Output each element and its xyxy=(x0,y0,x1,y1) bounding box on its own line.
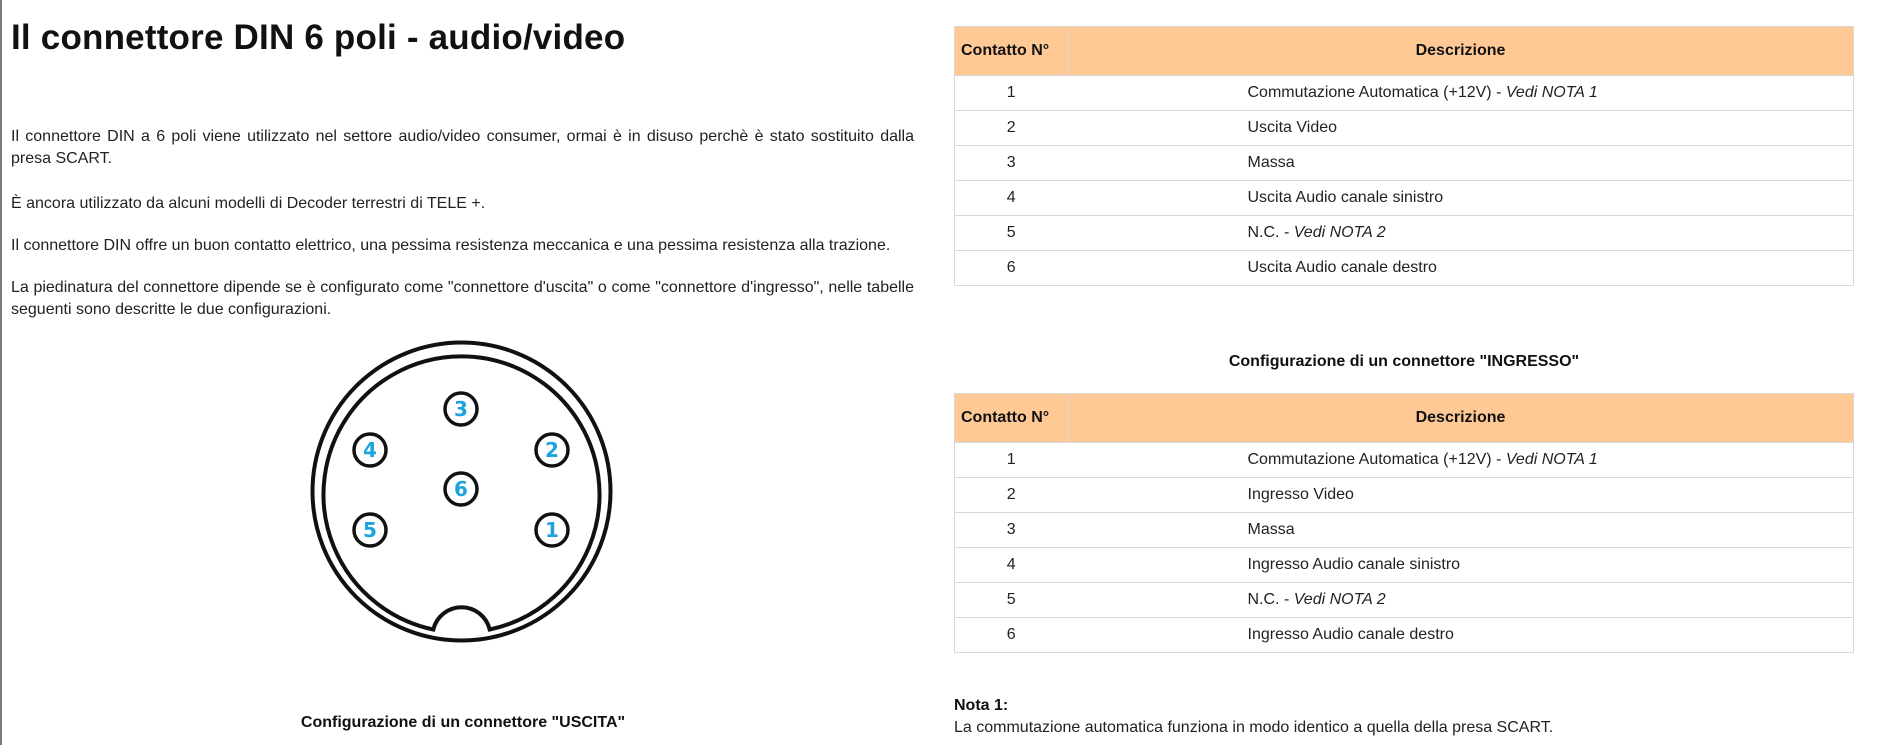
contact-number: 3 xyxy=(955,146,1068,181)
pin-6-label: 6 xyxy=(454,477,468,501)
description-text: Ingresso Audio canale destro xyxy=(1247,626,1454,643)
contact-number: 4 xyxy=(955,548,1068,583)
blank-placeholder xyxy=(18,78,268,94)
contact-description xyxy=(1068,251,1854,286)
pin-4-label: 4 xyxy=(363,438,377,462)
contact-description xyxy=(1068,618,1854,653)
table-row xyxy=(955,111,1854,146)
contact-number: 1 xyxy=(955,443,1068,478)
note-reference: Vedi NOTA 2 xyxy=(1293,224,1386,241)
table-header-row xyxy=(955,394,1854,443)
pin-1-label: 1 xyxy=(545,518,559,542)
contact-number: 5 xyxy=(955,583,1068,618)
table-row xyxy=(955,76,1854,111)
description-text: Uscita Audio canale destro xyxy=(1247,259,1437,276)
table-row xyxy=(955,478,1854,513)
contact-description xyxy=(1068,76,1854,111)
pin-group xyxy=(354,393,568,546)
output-config-caption: Configurazione di un connettore "USCITA" xyxy=(300,714,626,731)
table-row xyxy=(955,443,1854,478)
contact-description xyxy=(1068,146,1854,181)
table-row xyxy=(955,216,1854,251)
contact-number: 1 xyxy=(955,76,1068,111)
header-contact: Contatto N° xyxy=(955,27,1068,76)
table-row xyxy=(955,618,1854,653)
table-row xyxy=(955,146,1854,181)
description-text: N.C. - xyxy=(1247,224,1294,241)
intro-paragraph: Il connettore DIN a 6 poli viene utilizzato nel settore audio/video consumer, ormai è in disuso perchè è stato sostituito dalla presa SCART. xyxy=(11,128,914,167)
note1-text: La commutazione automatica funziona in modo identico a quella della presa SCART. xyxy=(954,719,1554,736)
description-text: N.C. - xyxy=(1247,591,1294,608)
contact-description xyxy=(1068,548,1854,583)
table-row xyxy=(955,181,1854,216)
output-pinout-table xyxy=(954,26,1854,286)
decoder-paragraph: È ancora utilizzato da alcuni modelli di Decoder terrestri di TELE +. xyxy=(11,195,486,212)
description-text: Commutazione Automatica (+12V) - xyxy=(1247,451,1506,468)
description-text: Ingresso Video xyxy=(1247,486,1354,503)
page-left-border xyxy=(0,0,2,745)
header-contact: Contatto N° xyxy=(955,394,1068,443)
contact-number: 6 xyxy=(955,251,1068,286)
contact-description xyxy=(1068,513,1854,548)
contact-description xyxy=(1068,583,1854,618)
contact-number: 4 xyxy=(955,181,1068,216)
table-row xyxy=(955,251,1854,286)
contact-number: 6 xyxy=(955,618,1068,653)
contact-description xyxy=(1068,181,1854,216)
contact-number: 5 xyxy=(955,216,1068,251)
note-reference: Vedi NOTA 1 xyxy=(1505,451,1598,468)
description-text: Massa xyxy=(1247,154,1295,171)
table-row xyxy=(955,548,1854,583)
contact-number: 3 xyxy=(955,513,1068,548)
contact-number: 2 xyxy=(955,478,1068,513)
description-text: Commutazione Automatica (+12V) - xyxy=(1247,84,1506,101)
description-text: Uscita Video xyxy=(1247,119,1338,136)
input-config-caption: Configurazione di un connettore "INGRESSO" xyxy=(1228,353,1580,370)
description-text: Uscita Audio canale sinistro xyxy=(1247,189,1444,206)
table-header-row xyxy=(955,27,1854,76)
description-text: Ingresso Audio canale sinistro xyxy=(1247,556,1461,573)
note-reference: Vedi NOTA 2 xyxy=(1293,591,1386,608)
pin-2-label: 2 xyxy=(545,438,559,462)
contact-description xyxy=(1068,111,1854,146)
header-description: Descrizione xyxy=(1068,394,1854,443)
contact-number: 2 xyxy=(955,111,1068,146)
contact-description xyxy=(1068,478,1854,513)
table-row xyxy=(955,513,1854,548)
note1-title: Nota 1: xyxy=(954,697,1009,714)
input-pinout-table xyxy=(954,393,1854,653)
table-row xyxy=(955,583,1854,618)
contact-description xyxy=(1068,443,1854,478)
contact-description xyxy=(1068,216,1854,251)
pinout-paragraph: La piedinatura del connettore dipende se è configurato come "connettore d'uscita" o come "connettore d'ingresso", nelle tabelle seguenti sono descritte le due configurazioni. xyxy=(11,279,914,318)
din-connector-diagram xyxy=(309,339,614,644)
description-text: Massa xyxy=(1247,521,1295,538)
contact-paragraph: Il connettore DIN offre un buon contatto elettrico, una pessima resistenza meccanica e una pessima resistenza alla trazione. xyxy=(11,237,891,254)
note-reference: Vedi NOTA 1 xyxy=(1505,84,1598,101)
page-title: Il connettore DIN 6 poli - audio/video xyxy=(11,18,626,57)
pin-5-label: 5 xyxy=(363,518,377,542)
pin-3-label: 3 xyxy=(454,397,468,421)
header-description: Descrizione xyxy=(1068,27,1854,76)
output-table-title-cut xyxy=(1060,0,1460,2)
